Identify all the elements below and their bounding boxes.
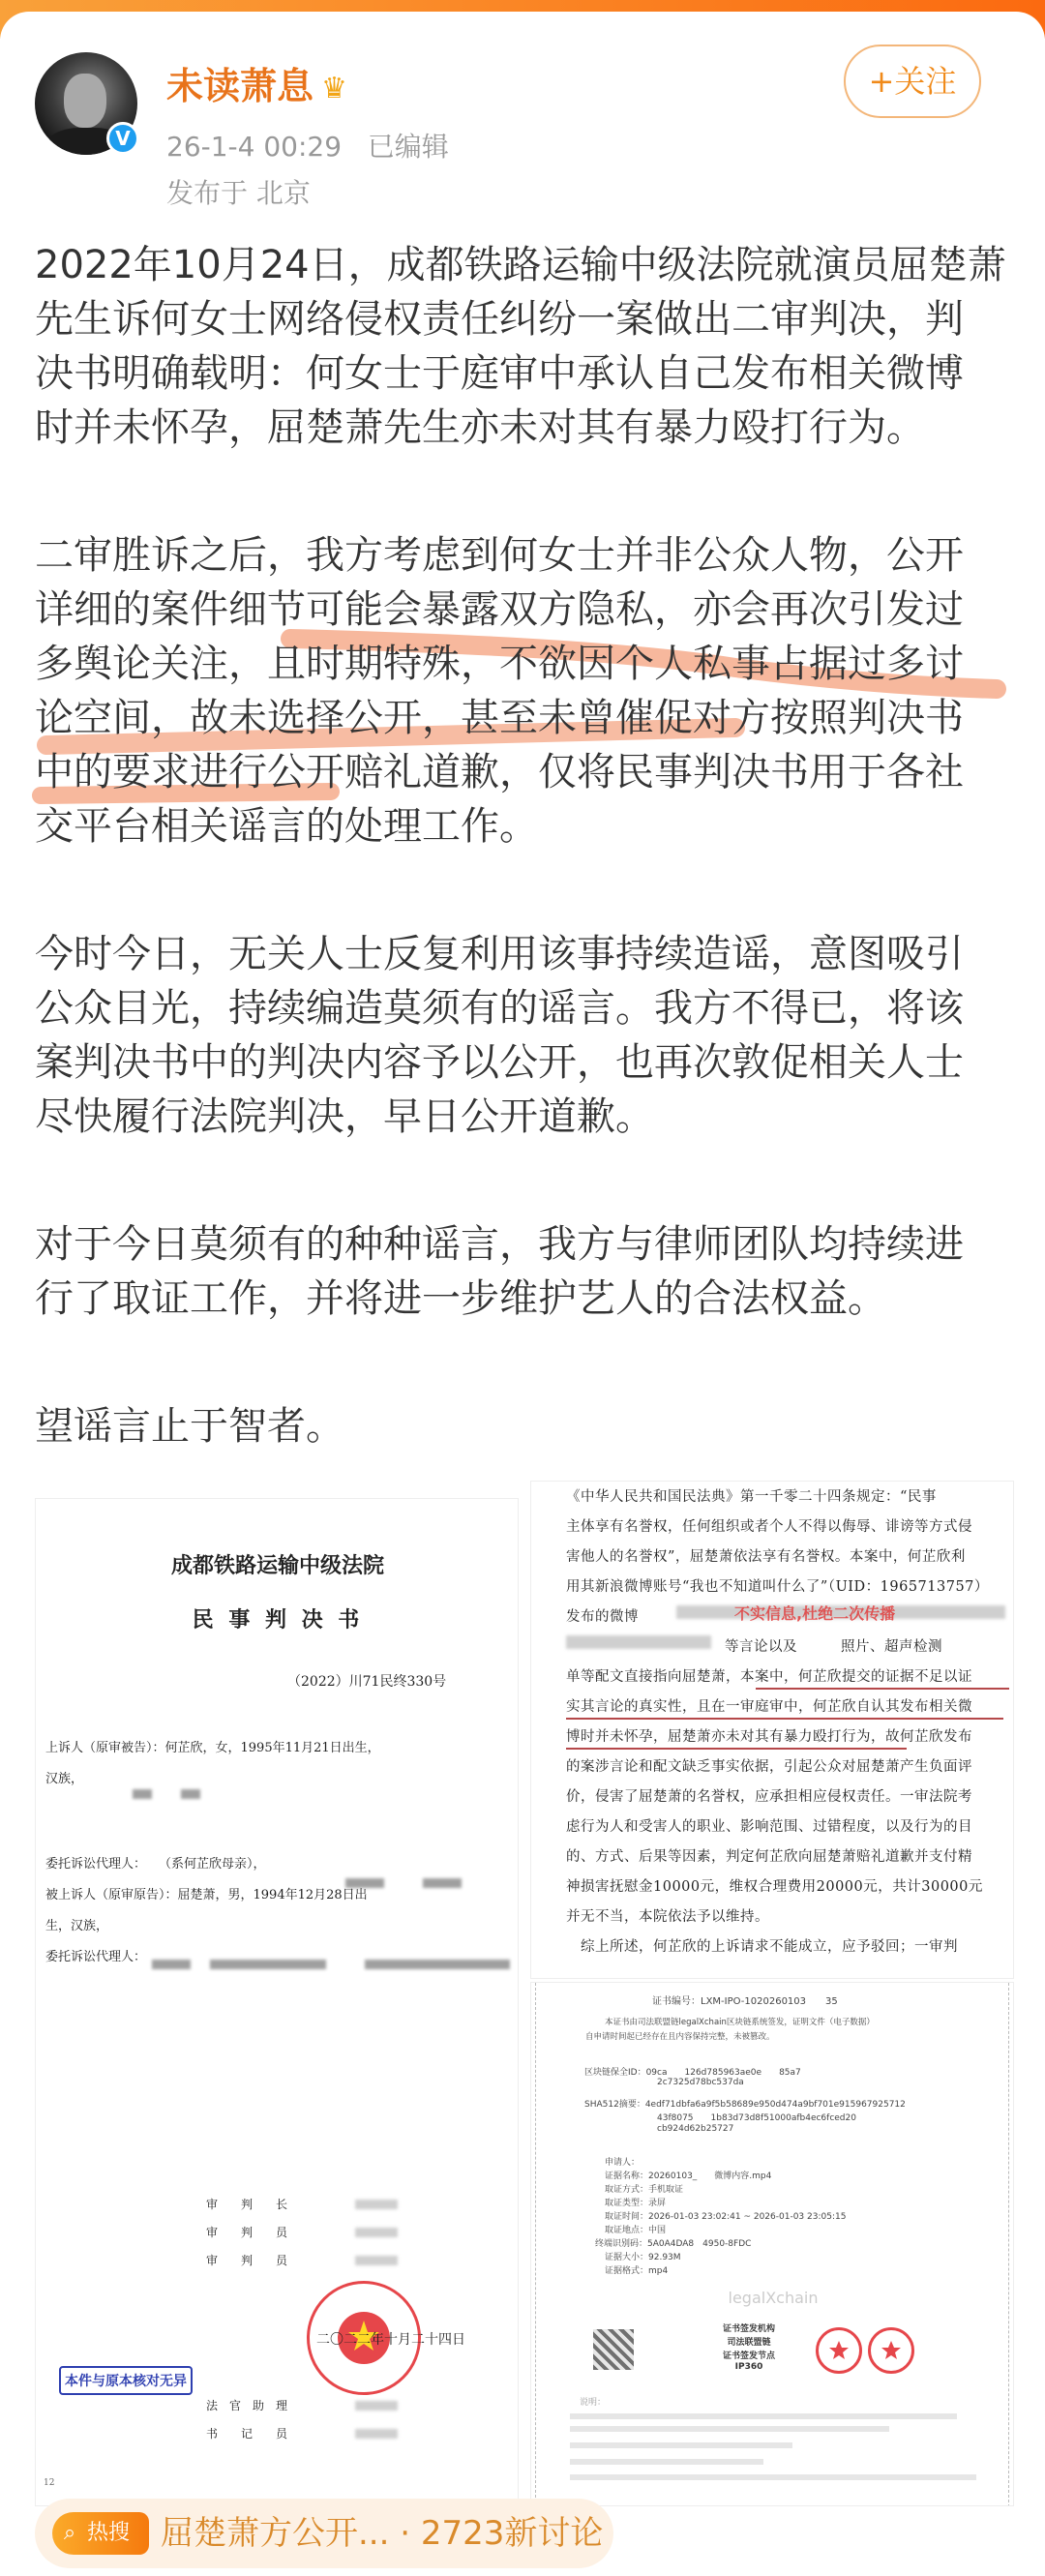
- hash-line: SHA512摘要：4edf71dbfa6a9f5b58689e950d474a9bf701e91596792571​2: [584, 2100, 906, 2110]
- evidence-field: 证据格式：mp4: [605, 2266, 669, 2276]
- judgment-text-line: 的、方式、后果等因素，判定何芷欣向屈楚萧赔礼道歉并支付精: [566, 1849, 972, 1865]
- paragraph-line: 二审胜诉之后，我方考虑到何女士并非公众人物，公开: [35, 533, 964, 578]
- party-line: 委托诉讼代理人：: [45, 1950, 147, 1964]
- search-icon: ⌕: [63, 2521, 76, 2545]
- clerk-title: 法 官 助 理: [206, 2399, 288, 2412]
- evidence-field: 取证地点：中国: [605, 2226, 667, 2235]
- post-body: [35, 238, 1012, 1527]
- qr-code: [593, 2329, 634, 2370]
- judgment-text-line: 综上所述，何芷欣的上诉请求不能成立，应予驳回；一审判: [566, 1939, 958, 1955]
- evidence-field: 证据名称：20260103_ 微博内容.mp4: [605, 2172, 772, 2181]
- paragraph-line: 今时今日，无关人士反复利用该事持续造谣，意图吸引: [35, 932, 964, 976]
- certificate-intro: 本证书由司法联盟链legalXchain区块链系统签发，证明文件（电子数据）: [605, 2018, 875, 2027]
- judgment-excerpt-image[interactable]: [530, 1481, 1014, 1979]
- paragraph-line: 公众目光，持续编造莫须有的谣言。我方不得已，将该: [35, 986, 964, 1031]
- post-paragraph: [35, 1399, 1012, 1453]
- redacted-name: [355, 2429, 398, 2439]
- judgment-text-line: 主体享有名誉权，任何组织或者个人不得以侮辱、诽谤等方式侵: [566, 1519, 972, 1535]
- hot-search-link[interactable]: [35, 2499, 613, 2568]
- evidence-certificate-image[interactable]: [530, 1982, 1014, 2506]
- evidence-field: 取证方式：手机取证: [605, 2185, 684, 2195]
- evidence-field: 申请人：: [605, 2158, 641, 2168]
- doc-title: 民 事 判 决 书: [192, 1607, 364, 1632]
- timestamp: 26-1-4 00:29: [166, 131, 343, 163]
- certificate-number: 证书编号：LXM-IPO-1020260103 35: [652, 1996, 838, 2007]
- star-icon: [871, 2330, 911, 2371]
- paragraph-line: 望谣言止于智者。: [35, 1404, 344, 1449]
- redacted-block: [210, 1960, 326, 1969]
- hash-line: cb924d62b25727: [657, 2124, 734, 2134]
- issuer-line: 司法联盟链: [727, 2338, 771, 2348]
- paragraph-line: 论空间，故未选择公开，甚至未曾催促对方按照判决书: [35, 696, 964, 740]
- case-number: （2022）川71民终330号: [287, 1674, 447, 1690]
- judgment-date: 二〇二二年十月二十四日: [316, 2332, 465, 2348]
- redacted-block: [181, 1789, 200, 1799]
- verified-icon: V: [106, 122, 139, 155]
- evidence-field: 取证时间：2026-01-03 23:02:41 ~ 2026-01-03 23:05:15: [605, 2212, 847, 2222]
- court-name: 成都铁路运输中级法院: [170, 1553, 384, 1578]
- issuer-line: 证书签发机构: [722, 2324, 775, 2334]
- party-line: 委托诉讼代理人： （系何芷欣母亲），: [45, 1857, 266, 1872]
- judgment-first-page-image[interactable]: [35, 1498, 519, 2506]
- judgment-text-line: 发布的微博: [566, 1609, 639, 1625]
- crown-icon: ♛: [321, 72, 347, 105]
- legalxchain-watermark: legalXchain: [728, 2289, 819, 2307]
- red-underlines: [531, 1482, 1014, 1979]
- redacted-name: [355, 2256, 398, 2265]
- post-paragraph: [35, 238, 1012, 455]
- edited-label[interactable]: 已编辑: [367, 131, 449, 163]
- author-name[interactable]: 未读萧息 ♛: [166, 65, 347, 107]
- judgment-text-line: 并无不当，本院依法予以维持。: [566, 1909, 769, 1925]
- notes-title: 说明：: [580, 2398, 607, 2408]
- signer-title: 审 判 员: [206, 2226, 288, 2239]
- judgment-text-line: 价，侵害了屈楚萧的名誉权，应承担相应侵权责任。一审法院考: [566, 1789, 972, 1805]
- hot-search-text: 屈楚萧方公开... · 2723新讨论: [161, 2514, 604, 2553]
- hash-line: 43f8075 1b83d73d8f51000afb4ec6fced20: [657, 2113, 856, 2123]
- party-line: 汉族，: [45, 1772, 84, 1786]
- hash-line: 区块链保全ID：09ca 126d785963ae0e 85a7: [584, 2068, 801, 2078]
- judgment-text-line: 《中华人民共和国民法典》第一千零二十四条规定：“民事: [566, 1489, 937, 1505]
- judgment-text-line: 博时并未怀孕，屈楚萧亦未对其有暴力殴打行为，故何芷欣发布: [566, 1729, 972, 1745]
- issuer-line: 证书签发节点: [722, 2351, 775, 2361]
- redacted-block: [133, 1789, 152, 1799]
- paragraph-line: 行了取证工作，并将进一步维护艺人的合法权益。: [35, 1276, 886, 1321]
- issuer-seal: [868, 2327, 914, 2374]
- post-location: 发布于 北京: [166, 177, 311, 209]
- paragraph-line: 交平台相关谣言的处理工作。: [35, 804, 538, 849]
- evidence-field: 终端识别码：5A0A4DA8 4950-8FDC: [595, 2239, 752, 2249]
- hot-search-badge: ⌕ 热搜: [52, 2512, 149, 2555]
- follow-button[interactable]: +关注: [844, 45, 981, 118]
- paragraph-line: 先生诉何女士网络侵权责任纠纷一案做出二审判决，判: [35, 297, 964, 342]
- verification-stamp: 本件与原本核对无异: [59, 2366, 193, 2395]
- post-paragraph: [35, 528, 1012, 854]
- redacted-name: [355, 2401, 398, 2411]
- issuer-line: IP360: [734, 2362, 763, 2372]
- judgment-text-line: 神损害抚慰金10000元，维权合理费用20000元，共计30000元: [566, 1879, 983, 1895]
- clerk-title: 书 记 员: [206, 2427, 288, 2441]
- star-icon: [819, 2330, 859, 2371]
- redacted-block: [345, 1878, 384, 1888]
- judgment-text-line: 用其新浪微博账号“我也不知道叫什么了”（UID：1965713757）: [566, 1579, 989, 1595]
- paragraph-line: 案判决书中的判决内容予以公开，也再次敦促相关人士: [35, 1040, 964, 1085]
- evidence-field: 取证类型：录屏: [605, 2199, 667, 2208]
- paragraph-line: 2022年10月24日，成都铁路运输中级法院就演员屈楚萧: [35, 243, 1006, 287]
- certificate-intro: 自申请时间起已经存在且内容保持完整，未被篡改。: [585, 2032, 775, 2042]
- post-paragraph: [35, 927, 1012, 1144]
- party-line: 被上诉人（原审原告）：屈楚萧，男，1994年12月28日出: [45, 1888, 368, 1902]
- paragraph-line: 多舆论关注，且时期特殊，不欲因个人私事占据过多讨: [35, 642, 964, 686]
- hash-line: 2c7325d78bc537da: [657, 2078, 744, 2087]
- signer-title: 审 判 员: [206, 2254, 288, 2267]
- redacted-name: [355, 2200, 398, 2209]
- page-number: 12: [44, 2478, 55, 2488]
- post-paragraph: [35, 1217, 1012, 1326]
- judgment-text-line: 等言论以及 照片、超声检测: [725, 1639, 942, 1655]
- redacted-block: [365, 1960, 510, 1969]
- judgment-text-line: 虑行为人和受害人的职业、影响范围、过错程度，以及行为的目: [566, 1819, 972, 1835]
- paragraph-line: 对于今日莫须有的种种谣言，我方与律师团队均持续进: [35, 1222, 964, 1267]
- redacted-block: [152, 1960, 191, 1969]
- paragraph-line: 决书明确载明：何女士于庭审中承认自己发布相关微博: [35, 351, 964, 396]
- redacted-block: [423, 1878, 462, 1888]
- judgment-text-line: 单等配文直接指向屈楚萧，本案中，何芷欣提交的证据不足以证: [566, 1669, 972, 1685]
- redacted-name: [355, 2228, 398, 2237]
- judgment-text-line: 实其言论的真实性，且在一审庭审中，何芷欣自认其发布相关微: [566, 1699, 972, 1715]
- party-line: 上诉人（原审被告）：何芷欣，女，1995年11月21日出生，: [45, 1741, 380, 1755]
- paragraph-line: 尽快履行法院判决，早日公开道歉。: [35, 1094, 654, 1139]
- judgment-text-line: 的案涉言论和配文缺乏事实依据，引起公众对屈楚萧产生负面评: [566, 1759, 972, 1775]
- redaction-overlay: 不实信息,杜绝二次传播: [734, 1604, 896, 1623]
- party-line: 生，汉族，: [45, 1919, 109, 1933]
- post-meta: [166, 126, 449, 165]
- paragraph-line: 时并未怀孕，屈楚萧先生亦未对其有暴力殴打行为。: [35, 405, 925, 450]
- judgment-text-line: 害他人的名誉权”，屈楚萧依法享有名誉权。本案中，何芷欣利: [566, 1549, 966, 1565]
- evidence-field: 证据大小：92.93M: [605, 2253, 681, 2262]
- issuer-seal: [816, 2327, 862, 2374]
- paragraph-line: 中的要求进行公开赔礼道歉，仅将民事判决书用于各社: [35, 750, 964, 794]
- signer-title: 审 判 长: [206, 2198, 288, 2211]
- paragraph-line: 详细的案件细节可能会暴露双方隐私，亦会再次引发过: [35, 587, 964, 632]
